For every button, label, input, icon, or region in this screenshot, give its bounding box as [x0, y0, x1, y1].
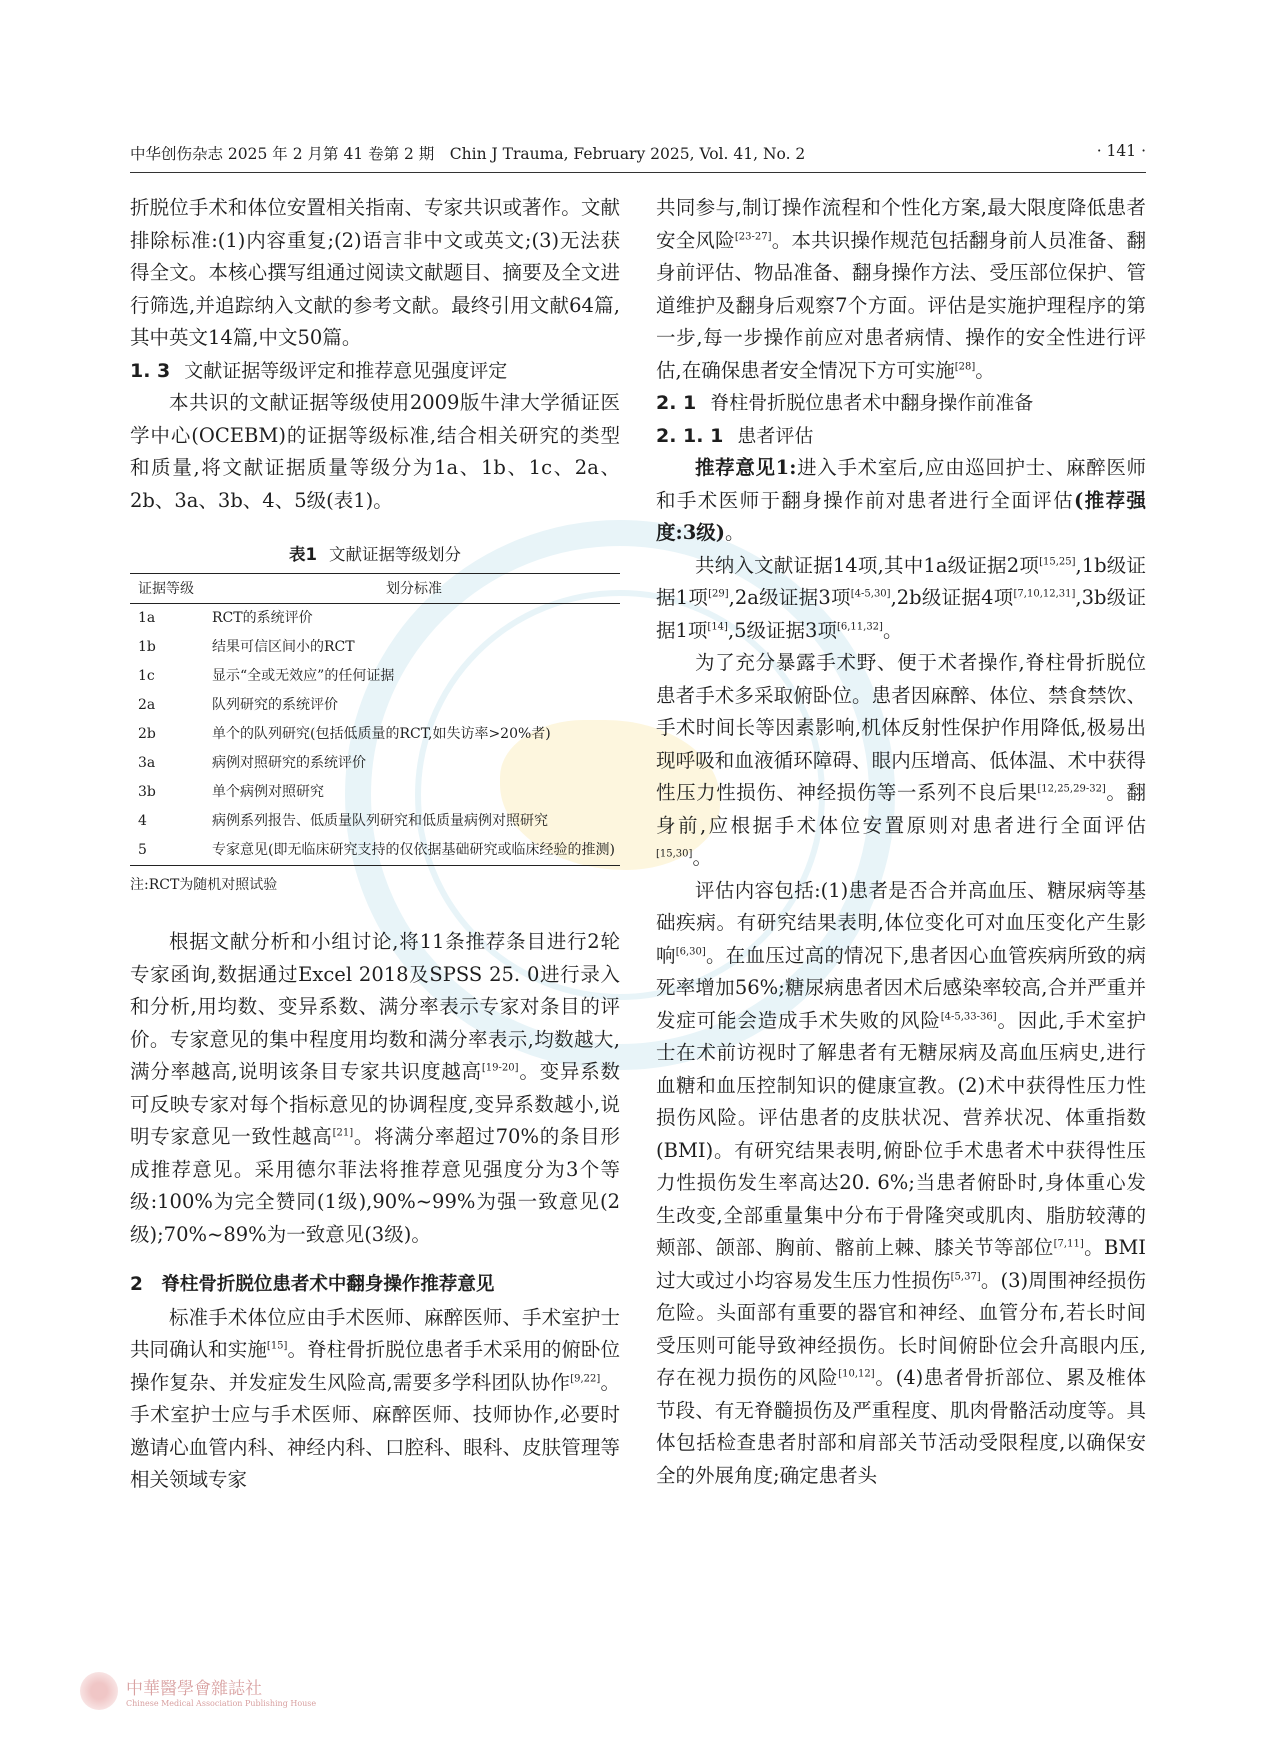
section-heading-2-1-1 — [656, 420, 1146, 453]
table-cell: 1c — [138, 668, 155, 684]
table-cell: 病例系列报告、低质量队列研究和低质量病例对照研究 — [212, 813, 548, 829]
citation: [4-5,33-36] — [940, 1011, 997, 1022]
table-cell: 专家意见(即无临床研究支持的仅依据基础研究或临床经验的推测) — [212, 842, 615, 858]
section-number: 1. 3 — [130, 359, 171, 382]
column-header: 划分标准 — [386, 581, 442, 597]
table-row — [130, 691, 620, 720]
table-note: 注:RCT为随机对照试验 — [130, 877, 278, 893]
citation: [14] — [707, 621, 728, 632]
citation: [15,30] — [656, 848, 693, 860]
right-column — [656, 192, 1146, 1492]
section-number: 2. 1. 1 — [656, 424, 724, 447]
citation: [15] — [266, 1340, 288, 1352]
citation: [28] — [954, 361, 976, 372]
table-cell: 1b — [138, 639, 156, 655]
table-row — [130, 778, 620, 807]
section-title: 脊柱骨折脱位患者术中翻身操作前准备 — [710, 392, 1034, 414]
citation: [5,37] — [950, 1271, 981, 1282]
table-cell: 2b — [138, 726, 156, 742]
section-heading-2-1 — [656, 387, 1146, 420]
table-cell: 队列研究的系统评价 — [212, 697, 338, 713]
table-cell: 3b — [138, 784, 156, 800]
table-cell: 4 — [138, 813, 147, 829]
running-header — [130, 142, 1146, 164]
citation: [4-5,30] — [850, 588, 891, 600]
table-cell: 结果可信区间小的RCT — [212, 639, 355, 655]
table-row — [130, 633, 620, 662]
paragraph: 评估内容包括:(1)患者是否合并高血压、糖尿病等基础疾病。有研究结果表明,体位变化可对血压变化产生影响[6,30]。在血压过高的情况下,患者因心血管疾病所致的病死率增加56%;糖尿病患者因术后感染率较高,合并严重并发症可能会造成手术失败的风险[4-5,33-36]。因此,手术室护士在术前访视时了解患者有无糖尿病及高血压病史,进行血糖和血压控制知识的健康宣教。(2)术中获得性压力性损伤风险。评估患者的皮肤状况、营养状况、体重指数(BMI)。有研究结果表明,俯卧位手术患者术中获得性压力性损伤发生率高达20. 6%;当患者俯卧时,身体重心发生改变,全部重量集中分布于骨隆突或肌肉、脂肪较薄的颊部、颌部、胸前、髂前上棘、膝关节等部位[7,11]。BMI过大或过小均容易发生压力性损伤[5,37]。(3)周围神经损伤危险。头面部有重要的器官和神经、血管分布,若长时间受压则可能导致神经损伤。长时间俯卧位会升高眼内压,存在视力损伤的风险[10,12]。(4)患者骨折部位、累及椎体节段、有无脊髓损伤及严重程度、肌肉骨骼活动度等。具体包括检查患者肘部和肩部关节活动受限程度,以确保安全的外展角度;确定患者头 — [656, 878, 1146, 1487]
table-cell: 1a — [138, 610, 156, 626]
left-column — [130, 192, 620, 1497]
table-caption — [130, 541, 620, 565]
table-row — [130, 836, 620, 866]
citation: [19-20] — [481, 1062, 519, 1074]
citation: [21] — [332, 1127, 354, 1139]
header-rule — [130, 172, 1146, 173]
table-title: 文献证据等级划分 — [328, 545, 461, 564]
column-header: 证据等级 — [138, 581, 194, 597]
publisher-name-en: Chinese Medical Association Publishing House — [126, 1699, 317, 1708]
table-cell: 显示“全或无效应”的任何证据 — [212, 668, 395, 684]
table-cell: 3a — [138, 755, 156, 771]
paragraph: 为了充分暴露手术野、便于术者操作,脊柱骨折脱位患者手术多采取俯卧位。患者因麻醉、体位、禁食禁饮、手术时间长等因素影响,机体反射性保护作用降低,极易出现呼吸和血液循环障碍、眼内压增高、低体温、术中获得性压力性损伤、神经损伤等一系列不良后果[12,25,29-32]。翻身前,应根据手术体位安置原则对患者进行全面评估[15,30]。 — [656, 651, 1146, 869]
evidence-level-table — [130, 573, 620, 866]
table-header-row — [130, 574, 620, 604]
table-row — [130, 662, 620, 691]
table-row — [130, 807, 620, 836]
table-cell: 2a — [138, 697, 156, 713]
citation: [6,30] — [675, 946, 706, 957]
recommendation-strength: (推荐强度:3级) — [656, 488, 1146, 544]
recommendation-label: 推荐意见1: — [695, 456, 797, 479]
paragraph: 折脱位手术和体位安置相关指南、专家共识或著作。文献排除标准:(1)内容重复;(2)语言非中文或英文;(3)无法获得全文。本核心撰写组通过阅读文献题目、摘要及全文进行筛选,并追踪纳入文献的参考文献。最终引用文献64篇,其中英文14篇,中文50篇。 — [130, 196, 620, 349]
table-cell: RCT的系统评价 — [212, 610, 313, 626]
citation: [9,22] — [570, 1373, 601, 1384]
section-title: 文献证据等级评定和推荐意见强度评定 — [184, 359, 508, 382]
paragraph: 根据文献分析和小组讨论,将11条推荐条目进行2轮专家函询,数据通过Excel 2018及SPSS 25. 0进行录入和分析,用均数、变异系数、满分率表示专家对条目的评价。专家意见的集中程度用均数和满分率表示,均数越大,满分率越高,说明该条目专家共识度越高[19-20]。变异系数可反映专家对每个指标意见的协调程度,变异系数越小,说明专家意见一致性越高[21]。将满分率超过70%的条目形成推荐意见。采用德尔菲法将推荐意见强度分为3个等级:100%为完全赞同(1级),90%~99%为强一致意见(2级);70%~89%为一致意见(3级)。 — [130, 930, 620, 1246]
citation: [7,11] — [1053, 1238, 1084, 1250]
table-cell: 单个病例对照研究 — [212, 784, 324, 800]
citation: [12,25,29-32] — [1037, 783, 1106, 795]
section-heading-1-3 — [130, 355, 620, 388]
citation: [6,11,32] — [836, 621, 883, 632]
table-row — [130, 749, 620, 778]
table-cell: 5 — [138, 842, 147, 858]
recommendation-paragraph: 推荐意见1:进入手术室后,应由巡回护士、麻醉医师和手术医师于翻身操作前对患者进行全面评估(推荐强度:3级)。 — [656, 456, 1146, 544]
table-cell: 病例对照研究的系统评价 — [212, 755, 366, 771]
publisher-logo — [80, 1672, 316, 1710]
table-number: 表1 — [289, 545, 317, 564]
table-cell: 单个的队列研究(包括低质量的RCT,如失访率>20%者) — [212, 726, 551, 742]
journal-citation: 中华创伤杂志 2025 年 2 月第 41 卷第 2 期 Chin J Trauma, February 2025, Vol. 41, No. 2 — [130, 145, 806, 163]
citation: [23-27] — [734, 231, 772, 242]
table-row — [130, 720, 620, 749]
page-number: · 141 · — [1096, 142, 1146, 160]
paragraph: 标准手术体位应由手术医师、麻醉医师、手术室护士共同确认和实施[15]。脊柱骨折脱位患者手术采用的俯卧位操作复杂、并发症发生风险高,需要多学科团队协作[9,22]。手术室护士应与手术医师、麻醉医师、技师协作,必要时邀请心血管内科、神经内科、口腔科、眼科、皮肤管理等相关领域专家 — [130, 1305, 620, 1491]
citation: [10,12] — [838, 1368, 875, 1380]
citation: [29] — [708, 588, 729, 600]
citation: [15,25] — [1039, 556, 1076, 567]
paragraph: 共同参与,制订操作流程和个性化方案,最大限度降低患者安全风险[23-27]。本共识操作规范包括翻身前人员准备、翻身前评估、物品准备、翻身操作方法、受压部位保护、管道维护及翻身后观察7个方面。评估是实施护理程序的第一步,每一步操作前应对患者病情、操作的安全性进行评估,在确保患者安全情况下方可实施[28]。 — [656, 196, 1146, 382]
section-heading-2: 2 脊柱骨折脱位患者术中翻身操作推荐意见 — [130, 1274, 495, 1295]
citation: [7,10,12,31] — [1013, 588, 1076, 600]
publisher-name: 中華醫學會雜誌社 Chinese Medical Association Publishing House — [126, 1679, 317, 1708]
table-row — [130, 604, 620, 634]
evidence-table-block — [130, 541, 620, 894]
flower-icon — [80, 1672, 118, 1710]
paragraph: 共纳入文献证据14项,其中1a级证据2项[15,25],1b级证据1项[29],2a级证据3项[4-5,30],2b级证据4项[7,10,12,31],3b级证据1项[14],5级证据3项[6,11,32]。 — [656, 553, 1147, 642]
paragraph: 本共识的文献证据等级使用2009版牛津大学循证医学中心(OCEBM)的证据等级标准,结合相关研究的类型和质量,将文献证据质量等级分为1a、1b、1c、2a、2b、3a、3b、4、5级(表1)。 — [130, 391, 620, 512]
section-number: 2. 1 — [656, 392, 697, 414]
section-title: 患者评估 — [737, 424, 814, 447]
